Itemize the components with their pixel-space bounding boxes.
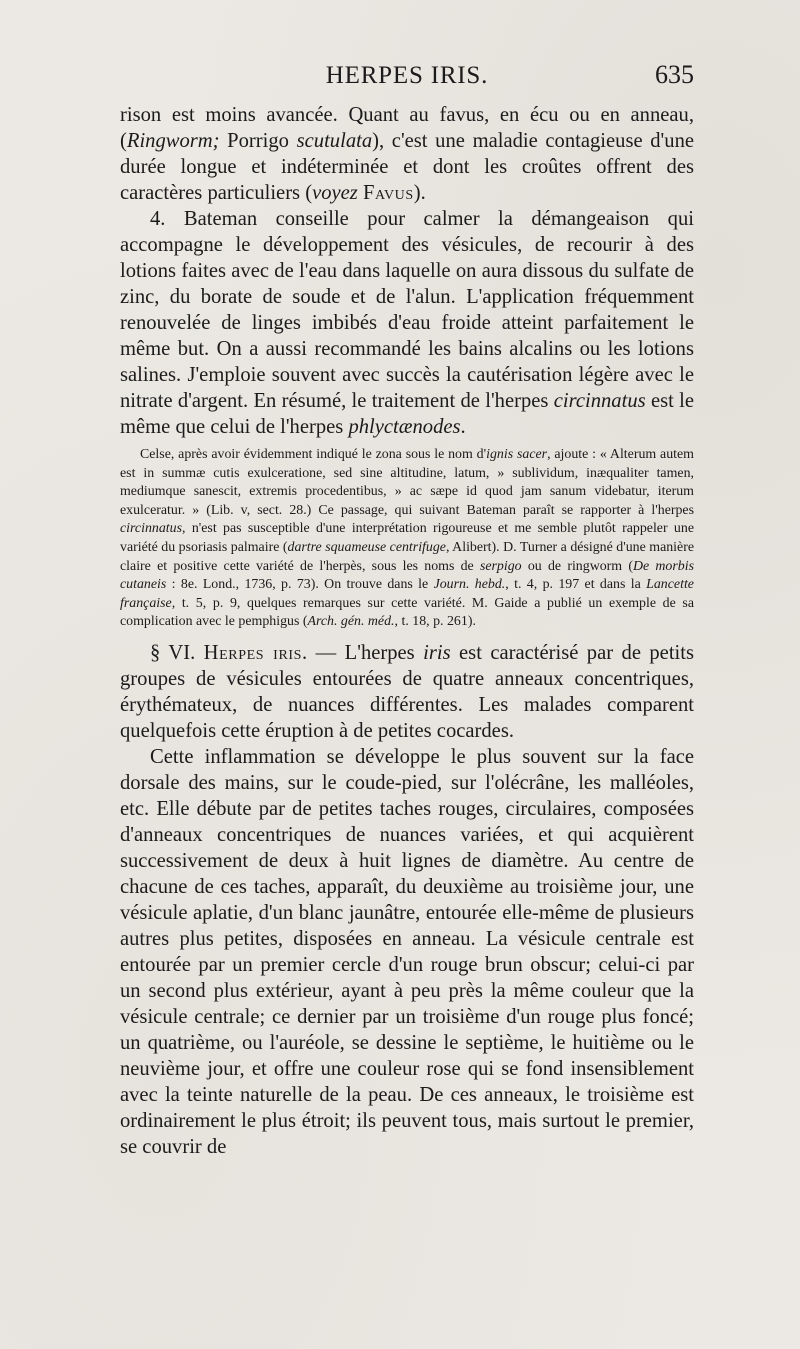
italic-term: scutulata — [296, 130, 373, 152]
text-segment: Celse, après avoir évidemment indiqué le zona sous le nom d' — [140, 447, 487, 462]
text-segment: ). — [413, 182, 426, 204]
text-segment: : 8e. Lond., 1736, p. 73). On trouve dans le — [166, 577, 434, 593]
italic-term: Journ. hebd. — [433, 577, 506, 593]
italic-term: Lancette française — [120, 577, 694, 611]
text-segment: Porrigo — [219, 130, 297, 152]
text-segment: , t. 18, p. 261). — [394, 614, 476, 630]
note-celse — [120, 446, 694, 632]
text-segment: 4. Bateman conseille pour calmer la démangeaison qui accompagne le développement des vésicules, de recourir à des lotions faites avec de l'eau dans laquelle on aura dissous du sulfate de zinc, du borate de soude et de l'alun. L'application fréquemment renouvelée de linges imbibés d'eau froide atteint parfaitement le même but. On a aussi recommandé les bains alcalins ou les lotions salines. J'emploie souvent avec succès la cautérisation légère avec le nitrate d'argent. En résumé, le traitement de l'herpes — [120, 208, 694, 412]
italic-term: De morbis cutaneis — [120, 558, 694, 593]
text-segment: § VI. — [150, 641, 204, 664]
page-header — [120, 58, 694, 98]
italic-term: circinnatus — [553, 390, 646, 412]
text-segment: rison est moins avancée. Quant au favus, en écu ou en anneau, ( — [120, 104, 694, 152]
text-segment: ou de ringworm ( — [521, 558, 633, 574]
italic-term: ignis sacer — [486, 447, 548, 462]
small-caps-term: Favus — [362, 182, 414, 204]
text-segment: , ajoute : « Alterum autem est in summæ cutis exulceratione, sed sine altitudine, latum, » sublividum, inæqualiter tamen, mediumque sanescit, extremis procedentibus, » ac sæpe id quod jam sanum videbatur, iterum exulceratur. » (Lib. v, sect. 28.) Ce passage, qui suivant Bateman paraît se rapporter à l'herpes — [120, 447, 694, 518]
text-segment: , t. 5, p. 9, quelques remarques sur cette variété. M. Gaide a publié un exemple de sa complication avec le pemphigus ( — [120, 595, 694, 630]
italic-term: Ringworm; — [126, 130, 220, 152]
italic-term: serpigo — [479, 558, 522, 574]
paragraph-favus — [120, 102, 694, 206]
page-number: 635 — [655, 60, 694, 89]
main-text — [120, 102, 694, 440]
italic-term: dartre squameuse centrifuge — [287, 539, 446, 555]
italic-term: iris — [423, 641, 451, 664]
text-segment: est caractérisé par de petits groupes de vésicules entourées de quatre anneaux concentriques, érythémateux, de nuances différentes. Les malades comparent quelquefois cette éruption à de petites cocardes. — [120, 641, 694, 742]
note-paragraph — [120, 446, 694, 632]
paragraph-herpes-iris-description — [120, 744, 694, 1160]
small-caps-term: Herpes iris — [203, 641, 303, 664]
italic-term: Arch. gén. méd. — [307, 614, 395, 630]
running-title: HERPES IRIS. — [325, 62, 489, 89]
text-segment: ), c'est une maladie contagieuse d'une durée longue et indéterminée et dont les croûtes offrent des caractères particuliers ( — [120, 130, 695, 204]
text-segment: , n'est pas susceptible d'une interprétation rigoureuse et me semble plutôt rappeler une variété du psoriasis palmaire ( — [120, 521, 694, 555]
italic-term: circinnatus — [120, 521, 182, 537]
text-segment: , Alibert). D. Turner a désigné d'une manière claire et positive cette variété de l'herpès, sous les noms de — [120, 539, 694, 574]
italic-term: phlyctænodes — [348, 416, 461, 438]
paragraph-treatment — [120, 206, 694, 440]
text-segment: Cette inflammation se développe le plus souvent sur la face dorsale des mains, sur le coude-pied, sur l'olécrâne, les malléoles, etc. Elle débute par de petites taches rouges, circulaires, composées d'anneaux concentriques de nuances variées, et qui acquièrent successivement de deux à huit lignes de diamètre. Au centre de chacune de ces taches, apparaît, du deuxième au troisième jour, une vésicule aplatie, d'un blanc jaunâtre, entourée elle-même de plusieurs autres plus petites, disposées en anneau. La vésicule centrale est entourée par un premier cercle d'un rouge brun obscur; celui-ci par un second plus extérieur, ayant à peu près la même couleur que la vésicule centrale; ce dernier par un troisième d'un rouge plus foncé; un quatrième, ou l'auréole, se dessine le septième, le huitième ou le neuvième jour, et offre une couleur rose qui se fond insensiblement avec la teinte naturelle de la peau. De ces anneaux, le troisième est ordinairement le plus étroit; ils peuvent tous, mais surtout le premier, se couvrir de — [120, 745, 694, 1158]
text-segment: , t. 4, p. 197 et dans la — [505, 577, 647, 593]
main-text-continued — [120, 640, 694, 1160]
text-segment: . — [460, 416, 466, 438]
text-segment: est le même que celui de l'herpes — [120, 390, 694, 438]
text-segment: . — L'herpes — [302, 641, 424, 664]
italic-term: voyez — [312, 182, 358, 204]
paragraph-herpes-iris-intro — [120, 640, 694, 744]
